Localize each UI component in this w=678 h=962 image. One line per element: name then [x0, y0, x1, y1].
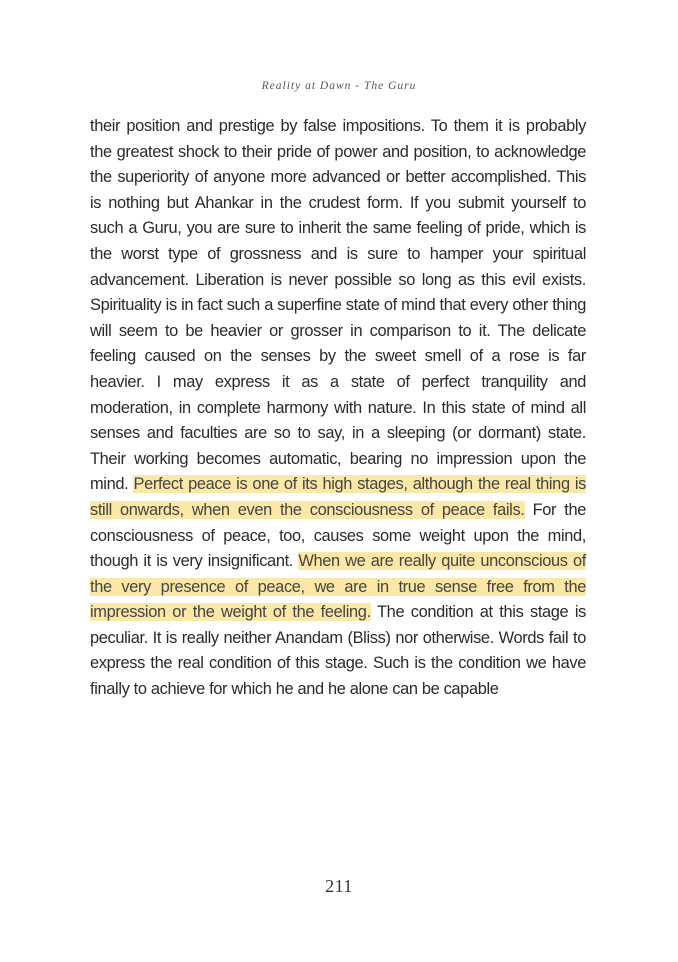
text-segment-3: The condition at this stage is peculiar. It is really neither Anandam (Bliss) nor otherwise. Words fail to express the real condition of this stage. Such is the condition we have finally to achieve for which he and he alone can be capable	[90, 603, 587, 699]
highlighted-passage-2: When we are really quite unconscious of the very presence of peace, we are in true sense free from the impression or the weight of the feeling.	[90, 552, 586, 622]
body-paragraph	[90, 114, 586, 703]
text-segment-1: their position and prestige by false impositions. To them it is probably the greatest shock to their pride of power and position, to acknowledge the superiority of anyone more advanced or better accomplished. This is nothing but Ahankar in the crudest form. If you submit yourself to such a Guru, you are sure to inherit the same feeling of pride, which is the worst type of grossness and is sure to hamper your spiritual advancement. Liberation is never possible so long as this evil exists. Spirituality is in fact such a superfine state of mind that every other thing will seem to be heavier or grosser in comparison to it. The delicate feeling caused on the senses by the sweet smell of a rose is far heavier. I may express it as a state of perfect tranquility and moderation, in complete harmony with nature. In this state of mind all senses and faculties are so to say, in a sleeping (or dormant) state. Their working becomes automatic, bearing no impression upon the mind.	[90, 117, 586, 494]
highlighted-passage-1: Perfect peace is one of its high stages, although the real thing is still onwards, when even the consciousness of peace fails.	[90, 475, 586, 519]
page-number: 211	[325, 876, 353, 896]
running-header: Reality at Dawn - The Guru	[261, 80, 417, 92]
text-segment-2: For the consciousness of peace, too, causes some weight upon the mind, though it is very insignificant.	[90, 500, 586, 571]
